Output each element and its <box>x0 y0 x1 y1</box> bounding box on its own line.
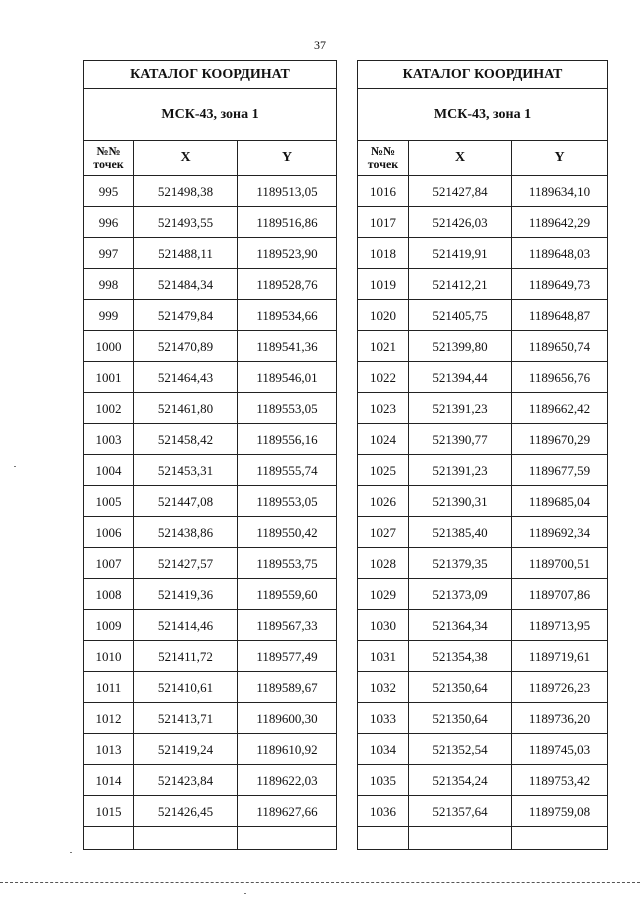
point-number-cell: 1031 <box>358 641 409 672</box>
x-coordinate-cell: 521399,80 <box>409 331 512 362</box>
x-coordinate-cell: 521414,46 <box>134 610 238 641</box>
y-coordinate-cell: 1189650,74 <box>512 331 608 362</box>
point-number-cell: 997 <box>84 238 134 269</box>
y-coordinate-cell: 1189713,95 <box>512 610 608 641</box>
x-coordinate-cell: 521484,34 <box>134 269 238 300</box>
x-coordinate-cell: 521419,91 <box>409 238 512 269</box>
y-coordinate-cell: 1189700,51 <box>512 548 608 579</box>
x-coordinate-cell: 521447,08 <box>134 486 238 517</box>
point-number-cell: 1007 <box>84 548 134 579</box>
y-coordinate-cell: 1189589,67 <box>238 672 337 703</box>
point-number-cell: 1023 <box>358 393 409 424</box>
point-number-cell: 1006 <box>84 517 134 548</box>
point-number-cell: 1025 <box>358 455 409 486</box>
y-coordinate-cell: 1189753,42 <box>512 765 608 796</box>
table-row <box>358 300 608 331</box>
table-row <box>84 548 337 579</box>
catalog-title: КАТАЛОГ КООРДИНАТ <box>358 61 608 89</box>
y-coordinate-cell: 1189550,42 <box>238 517 337 548</box>
y-coordinate-cell: 1189745,03 <box>512 734 608 765</box>
point-number-cell: 1015 <box>84 796 134 827</box>
table-row <box>358 238 608 269</box>
y-coordinate-cell: 1189685,04 <box>512 486 608 517</box>
empty-cell <box>409 827 512 850</box>
table-row <box>358 455 608 486</box>
point-number-cell: 998 <box>84 269 134 300</box>
point-number-cell: 1003 <box>84 424 134 455</box>
catalog-title: КАТАЛОГ КООРДИНАТ <box>84 61 337 89</box>
x-coordinate-cell: 521354,38 <box>409 641 512 672</box>
table-row <box>84 641 337 672</box>
x-coordinate-cell: 521427,57 <box>134 548 238 579</box>
point-number-cell: 1018 <box>358 238 409 269</box>
x-coordinate-cell: 521493,55 <box>134 207 238 238</box>
x-coordinate-cell: 521357,64 <box>409 796 512 827</box>
x-coordinate-cell: 521419,36 <box>134 579 238 610</box>
point-number-cell: 1013 <box>84 734 134 765</box>
table-row <box>84 517 337 548</box>
x-coordinate-cell: 521423,84 <box>134 765 238 796</box>
point-number-cell: 1011 <box>84 672 134 703</box>
table-row <box>84 734 337 765</box>
x-coordinate-cell: 521427,84 <box>409 176 512 207</box>
point-number-cell: 1012 <box>84 703 134 734</box>
table-row <box>358 548 608 579</box>
empty-row <box>84 827 337 850</box>
x-coordinate-cell: 521426,45 <box>134 796 238 827</box>
x-coordinate-cell: 521470,89 <box>134 331 238 362</box>
y-coordinate-cell: 1189523,90 <box>238 238 337 269</box>
scan-speck <box>70 852 72 853</box>
point-number-cell: 1020 <box>358 300 409 331</box>
y-coordinate-cell: 1189534,66 <box>238 300 337 331</box>
x-coordinate-cell: 521405,75 <box>409 300 512 331</box>
x-coordinate-cell: 521391,23 <box>409 455 512 486</box>
y-coordinate-cell: 1189600,30 <box>238 703 337 734</box>
point-number-cell: 1029 <box>358 579 409 610</box>
table-row <box>358 765 608 796</box>
point-number-cell: 995 <box>84 176 134 207</box>
point-number-cell: 1022 <box>358 362 409 393</box>
x-coordinate-cell: 521498,38 <box>134 176 238 207</box>
y-coordinate-cell: 1189677,59 <box>512 455 608 486</box>
x-coordinate-cell: 521390,31 <box>409 486 512 517</box>
point-number-cell: 1027 <box>358 517 409 548</box>
column-header-number: №№ точек <box>358 141 409 176</box>
table-row <box>358 579 608 610</box>
point-number-cell: 996 <box>84 207 134 238</box>
table-row <box>358 207 608 238</box>
empty-cell <box>358 827 409 850</box>
y-coordinate-cell: 1189692,34 <box>512 517 608 548</box>
column-header-y: Y <box>238 141 337 176</box>
coordinate-system: МСК-43, зона 1 <box>358 89 608 141</box>
table-row <box>358 486 608 517</box>
point-number-cell: 1021 <box>358 331 409 362</box>
column-header-y: Y <box>512 141 608 176</box>
y-coordinate-cell: 1189556,16 <box>238 424 337 455</box>
point-number-cell: 1026 <box>358 486 409 517</box>
point-number-cell: 1014 <box>84 765 134 796</box>
table-row <box>84 765 337 796</box>
column-header-x: X <box>134 141 238 176</box>
y-coordinate-cell: 1189555,74 <box>238 455 337 486</box>
point-number-cell: 1001 <box>84 362 134 393</box>
x-coordinate-cell: 521410,61 <box>134 672 238 703</box>
table-row <box>358 610 608 641</box>
x-coordinate-cell: 521379,35 <box>409 548 512 579</box>
x-coordinate-cell: 521453,31 <box>134 455 238 486</box>
table-row <box>84 703 337 734</box>
point-number-cell: 1030 <box>358 610 409 641</box>
table-row <box>84 796 337 827</box>
x-coordinate-cell: 521352,54 <box>409 734 512 765</box>
y-coordinate-cell: 1189610,92 <box>238 734 337 765</box>
y-coordinate-cell: 1189553,05 <box>238 393 337 424</box>
y-coordinate-cell: 1189567,33 <box>238 610 337 641</box>
empty-cell <box>238 827 337 850</box>
y-coordinate-cell: 1189649,73 <box>512 269 608 300</box>
x-coordinate-cell: 521385,40 <box>409 517 512 548</box>
table-row <box>358 424 608 455</box>
point-number-cell: 1035 <box>358 765 409 796</box>
point-number-cell: 1032 <box>358 672 409 703</box>
y-coordinate-cell: 1189719,61 <box>512 641 608 672</box>
scan-speck <box>244 893 246 894</box>
point-number-cell: 1036 <box>358 796 409 827</box>
y-coordinate-cell: 1189528,76 <box>238 269 337 300</box>
y-coordinate-cell: 1189726,23 <box>512 672 608 703</box>
table-row <box>84 269 337 300</box>
coordinate-table-right <box>357 60 608 850</box>
bottom-rule <box>0 882 640 883</box>
point-number-cell: 1008 <box>84 579 134 610</box>
y-coordinate-cell: 1189627,66 <box>238 796 337 827</box>
x-coordinate-cell: 521350,64 <box>409 672 512 703</box>
y-coordinate-cell: 1189648,87 <box>512 300 608 331</box>
y-coordinate-cell: 1189648,03 <box>512 238 608 269</box>
empty-cell <box>134 827 238 850</box>
point-number-cell: 1002 <box>84 393 134 424</box>
y-coordinate-cell: 1189516,86 <box>238 207 337 238</box>
table-row <box>358 672 608 703</box>
point-number-cell: 1024 <box>358 424 409 455</box>
table-row <box>84 238 337 269</box>
table-row <box>358 362 608 393</box>
y-coordinate-cell: 1189577,49 <box>238 641 337 672</box>
table-row <box>84 486 337 517</box>
table-row <box>358 331 608 362</box>
table-row <box>358 641 608 672</box>
scan-speck <box>14 466 16 467</box>
y-coordinate-cell: 1189541,36 <box>238 331 337 362</box>
y-coordinate-cell: 1189553,05 <box>238 486 337 517</box>
table-row <box>84 672 337 703</box>
y-coordinate-cell: 1189553,75 <box>238 548 337 579</box>
point-number-cell: 1034 <box>358 734 409 765</box>
point-number-cell: 1004 <box>84 455 134 486</box>
point-number-cell: 1017 <box>358 207 409 238</box>
coordinate-system: МСК-43, зона 1 <box>84 89 337 141</box>
x-coordinate-cell: 521461,80 <box>134 393 238 424</box>
table-row <box>358 393 608 424</box>
table-row <box>84 393 337 424</box>
x-coordinate-cell: 521412,21 <box>409 269 512 300</box>
x-coordinate-cell: 521390,77 <box>409 424 512 455</box>
table-row <box>84 579 337 610</box>
point-number-cell: 1010 <box>84 641 134 672</box>
table-row <box>84 424 337 455</box>
x-coordinate-cell: 521419,24 <box>134 734 238 765</box>
y-coordinate-cell: 1189559,60 <box>238 579 337 610</box>
x-coordinate-cell: 521373,09 <box>409 579 512 610</box>
table-body-left <box>84 176 337 850</box>
x-coordinate-cell: 521488,11 <box>134 238 238 269</box>
x-coordinate-cell: 521458,42 <box>134 424 238 455</box>
y-coordinate-cell: 1189634,10 <box>512 176 608 207</box>
y-coordinate-cell: 1189736,20 <box>512 703 608 734</box>
point-number-cell: 1009 <box>84 610 134 641</box>
y-coordinate-cell: 1189656,76 <box>512 362 608 393</box>
point-number-cell: 1016 <box>358 176 409 207</box>
x-coordinate-cell: 521391,23 <box>409 393 512 424</box>
x-coordinate-cell: 521350,64 <box>409 703 512 734</box>
y-coordinate-cell: 1189662,42 <box>512 393 608 424</box>
x-coordinate-cell: 521394,44 <box>409 362 512 393</box>
empty-row <box>358 827 608 850</box>
page-number: 37 <box>314 38 326 52</box>
table-row <box>358 703 608 734</box>
table-row <box>358 517 608 548</box>
table-row <box>358 796 608 827</box>
column-header-x: X <box>409 141 512 176</box>
empty-cell <box>84 827 134 850</box>
x-coordinate-cell: 521426,03 <box>409 207 512 238</box>
table-row <box>84 610 337 641</box>
point-number-cell: 1000 <box>84 331 134 362</box>
x-coordinate-cell: 521354,24 <box>409 765 512 796</box>
point-number-cell: 999 <box>84 300 134 331</box>
x-coordinate-cell: 521413,71 <box>134 703 238 734</box>
y-coordinate-cell: 1189546,01 <box>238 362 337 393</box>
x-coordinate-cell: 521411,72 <box>134 641 238 672</box>
y-coordinate-cell: 1189622,03 <box>238 765 337 796</box>
table-row <box>84 331 337 362</box>
x-coordinate-cell: 521479,84 <box>134 300 238 331</box>
empty-cell <box>512 827 608 850</box>
table-row <box>358 269 608 300</box>
table-row <box>358 176 608 207</box>
point-number-cell: 1019 <box>358 269 409 300</box>
point-number-cell: 1005 <box>84 486 134 517</box>
table-row <box>358 734 608 765</box>
y-coordinate-cell: 1189670,29 <box>512 424 608 455</box>
x-coordinate-cell: 521464,43 <box>134 362 238 393</box>
column-header-number: №№ точек <box>84 141 134 176</box>
point-number-cell: 1033 <box>358 703 409 734</box>
table-row <box>84 300 337 331</box>
table-row <box>84 207 337 238</box>
point-number-cell: 1028 <box>358 548 409 579</box>
table-row <box>84 176 337 207</box>
y-coordinate-cell: 1189759,08 <box>512 796 608 827</box>
y-coordinate-cell: 1189707,86 <box>512 579 608 610</box>
x-coordinate-cell: 521364,34 <box>409 610 512 641</box>
y-coordinate-cell: 1189513,05 <box>238 176 337 207</box>
table-row <box>84 455 337 486</box>
coordinate-table-left <box>83 60 337 850</box>
y-coordinate-cell: 1189642,29 <box>512 207 608 238</box>
table-row <box>84 362 337 393</box>
table-body-right <box>358 176 608 850</box>
x-coordinate-cell: 521438,86 <box>134 517 238 548</box>
